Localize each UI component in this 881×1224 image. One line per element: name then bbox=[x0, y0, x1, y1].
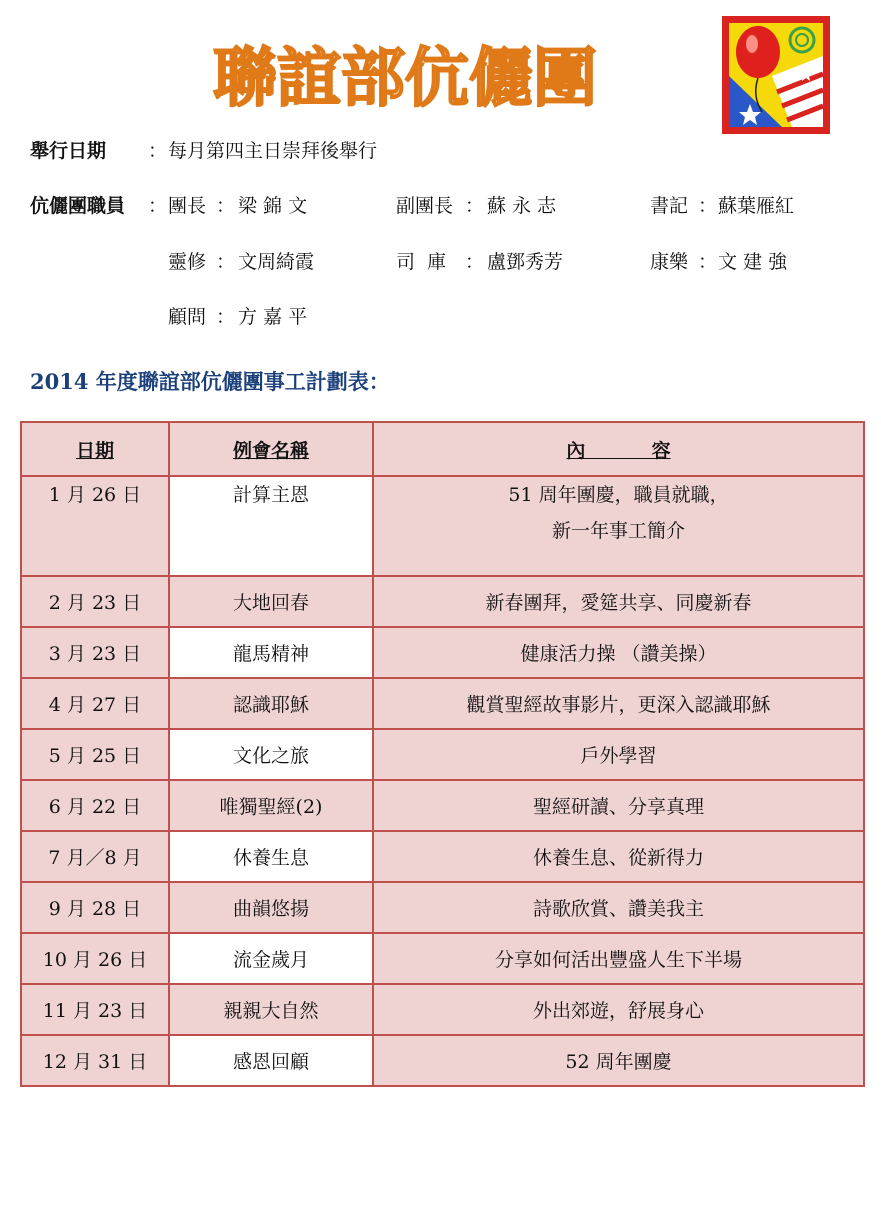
table-row bbox=[21, 882, 864, 933]
col-header-content: 內 容 bbox=[373, 422, 864, 476]
row-name: 文化之旅 bbox=[169, 729, 373, 780]
row-date: 6 月 22 日 bbox=[21, 780, 169, 831]
officer-colon: ： bbox=[216, 306, 236, 328]
schedule-colon: ： bbox=[148, 140, 168, 162]
row-name: 龍馬精神 bbox=[169, 627, 373, 678]
table-row bbox=[21, 831, 864, 882]
plan-subtitle: 2014 年度聯誼部伉儷團事工計劃表： bbox=[30, 369, 390, 394]
row-content-line: 51 周年團慶，職員就職， bbox=[508, 484, 729, 506]
table-row bbox=[21, 933, 864, 984]
row-content-line: 新一年事工簡介 bbox=[551, 520, 685, 542]
officer-role-leader: 團長 bbox=[168, 195, 207, 217]
officer-colon: ： bbox=[216, 195, 236, 217]
page-title-text: 聯誼部伉儷團 bbox=[213, 42, 597, 116]
row-content: 新春團拜，愛筵共享、同慶新春 bbox=[373, 576, 864, 627]
officer-name-treasurer: 盧鄧秀芳 bbox=[487, 251, 564, 273]
table-row bbox=[21, 576, 864, 627]
officer-colon: ： bbox=[216, 251, 236, 273]
page-title bbox=[213, 34, 597, 116]
table-row bbox=[21, 729, 864, 780]
officer-role-devotion: 靈修 bbox=[168, 251, 207, 273]
col-header-name: 例會名稱 bbox=[169, 422, 373, 476]
row-content: 戶外學習 bbox=[373, 729, 864, 780]
row-date: 4 月 27 日 bbox=[21, 678, 169, 729]
row-date: 5 月 25 日 bbox=[21, 729, 169, 780]
officer-name-secretary: 蘇葉雁紅 bbox=[718, 195, 795, 217]
table-row bbox=[21, 780, 864, 831]
row-content: 分享如何活出豐盛人生下半場 bbox=[373, 933, 864, 984]
officer-name-advisor: 方 嘉 平 bbox=[238, 306, 308, 328]
officers-label: 伉儷團職員 bbox=[30, 195, 126, 217]
officer-role-secretary: 書記 bbox=[650, 195, 689, 217]
officer-name-leader: 梁 錦 文 bbox=[238, 195, 308, 217]
row-content: 聖經研讀、分享真理 bbox=[373, 780, 864, 831]
officer-colon: ： bbox=[465, 195, 485, 217]
row-date: 2 月 23 日 bbox=[21, 576, 169, 627]
officer-colon: ： bbox=[698, 195, 718, 217]
row-date: 1 月 26 日 bbox=[21, 476, 169, 576]
table-header-row bbox=[21, 422, 864, 476]
row-name: 休養生息 bbox=[169, 831, 373, 882]
row-content: 52 周年團慶 bbox=[373, 1035, 864, 1086]
row-date: 7 月／8 月 bbox=[21, 831, 169, 882]
row-name: 流金歲月 bbox=[169, 933, 373, 984]
row-name: 唯獨聖經(2) bbox=[169, 780, 373, 831]
row-content: 外出郊遊，舒展身心 bbox=[373, 984, 864, 1035]
officer-colon: ： bbox=[465, 251, 485, 273]
row-date: 12 月 31 日 bbox=[21, 1035, 169, 1086]
row-content: 健康活力操 （讚美操） bbox=[373, 627, 864, 678]
row-content: 休養生息、從新得力 bbox=[373, 831, 864, 882]
row-date: 11 月 23 日 bbox=[21, 984, 169, 1035]
officer-colon: ： bbox=[698, 251, 718, 273]
row-date: 10 月 26 日 bbox=[21, 933, 169, 984]
officer-role-advisor: 顧問 bbox=[168, 306, 207, 328]
table-row bbox=[21, 984, 864, 1035]
row-date: 3 月 23 日 bbox=[21, 627, 169, 678]
row-content bbox=[373, 476, 864, 576]
officer-name-vice-leader: 蘇 永 志 bbox=[487, 195, 557, 217]
row-content: 詩歌欣賞、讚美我主 bbox=[373, 882, 864, 933]
row-name: 大地回春 bbox=[169, 576, 373, 627]
officer-name-recreation: 文 建 強 bbox=[718, 251, 788, 273]
table-row bbox=[21, 678, 864, 729]
row-content: 觀賞聖經故事影片，更深入認識耶穌 bbox=[373, 678, 864, 729]
party-balloon-logo bbox=[722, 16, 830, 134]
officer-role-recreation: 康樂 bbox=[650, 251, 689, 273]
schedule-value: 每月第四主日崇拜後舉行 bbox=[168, 140, 378, 162]
table-row bbox=[21, 627, 864, 678]
row-name: 曲韻悠揚 bbox=[169, 882, 373, 933]
row-name: 計算主恩 bbox=[169, 476, 373, 576]
plan-table bbox=[20, 421, 865, 1087]
table-row bbox=[21, 1035, 864, 1086]
table-row bbox=[21, 476, 864, 576]
row-name: 親親大自然 bbox=[169, 984, 373, 1035]
row-date: 9 月 28 日 bbox=[21, 882, 169, 933]
row-name: 感恩回顧 bbox=[169, 1035, 373, 1086]
col-header-date: 日期 bbox=[21, 422, 169, 476]
officers-colon: ： bbox=[148, 195, 168, 217]
row-name: 認識耶穌 bbox=[169, 678, 373, 729]
officer-name-devotion: 文周綺霞 bbox=[238, 251, 315, 273]
officer-role-vice-leader: 副團長 bbox=[396, 195, 454, 217]
officer-role-treasurer: 司 庫 bbox=[396, 251, 447, 273]
schedule-label: 舉行日期 bbox=[30, 140, 107, 162]
